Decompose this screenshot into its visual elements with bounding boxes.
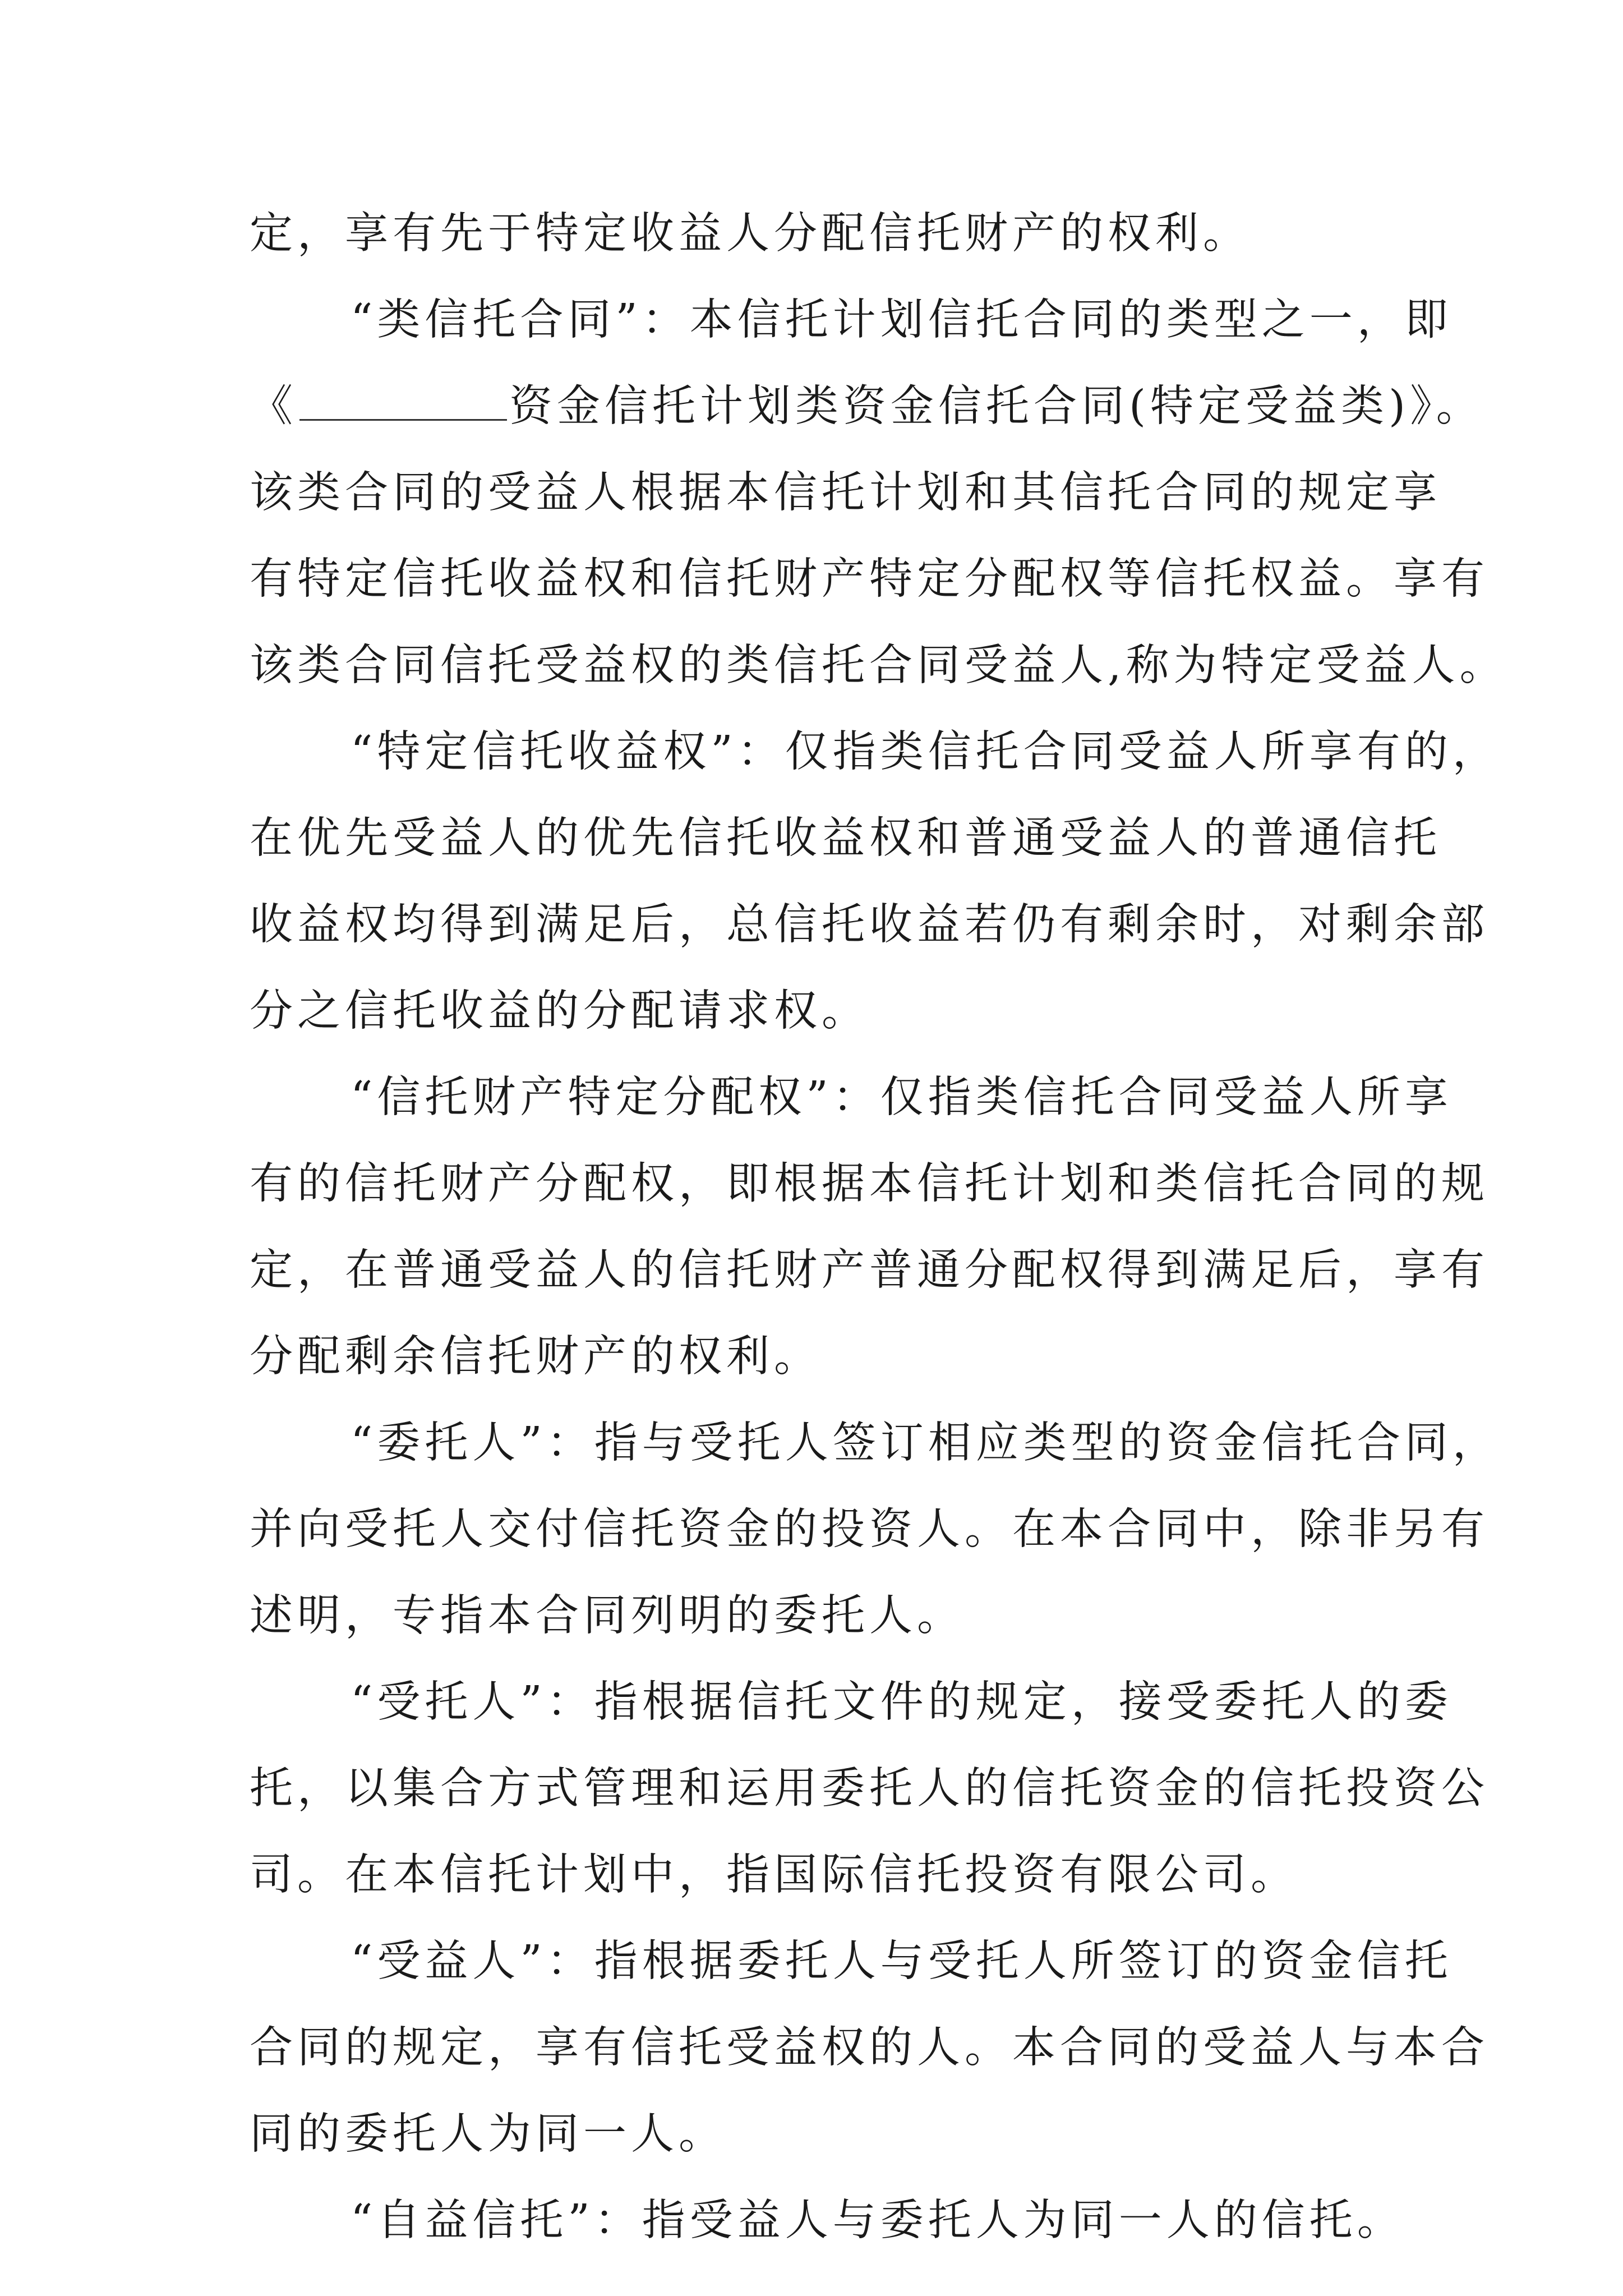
text-line: 在优先受益人的优先信托收益权和普通受益人的普通信托 [250,813,1441,863]
document-body [250,191,1507,2264]
text-line: 并向受托人交付信托资金的投资人。在本合同中，除非另有 [250,1504,1489,1554]
text-line: 有的信托财产分配权，即根据本信托计划和类信托合同的规 [250,1159,1489,1209]
text-line: 定，享有先于特定收益人分配信托财产的权利。 [250,209,1251,259]
text-line: “特定信托收益权”：仅指类信托合同受益人所享有的， [351,727,1500,777]
open-book-title-mark: 《 [250,381,297,431]
text-line: 分之信托收益的分配请求权。 [250,986,869,1036]
text-line: 该类合同信托受益权的类信托合同受益人,称为特定受益人。 [250,641,1507,691]
text-line: 定，在普通受益人的信托财产普通分配权得到满足后，享有 [250,1245,1489,1295]
text-line: “受益人”：指根据委托人与受托人所签订的资金信托 [351,1936,1453,1986]
text-line-continuation: 资金信托计划类资金信托合同(特定受益类)》。 [509,381,1484,431]
text-line: “受托人”：指根据信托文件的规定，接受委托人的委 [351,1677,1453,1727]
text-line: 分配剩余信托财产的权利。 [250,1332,822,1382]
text-line: 该类合同的受益人根据本信托计划和其信托合同的规定享 [250,468,1441,518]
text-line: 收益权均得到满足后，总信托收益若仍有剩余时，对剩余部 [250,900,1489,950]
text-line: “信托财产特定分配权”：仅指类信托合同受益人所享 [351,1073,1453,1122]
text-line: 同的委托人为同一人。 [250,2109,726,2159]
text-line: “委托人”：指与受托人签订相应类型的资金信托合同， [351,1418,1500,1468]
text-line [250,364,1484,450]
text-line: 述明，专指本合同列明的委托人。 [250,1591,965,1641]
text-line: “自益信托”：指受益人与委托人为同一人的信托。 [351,2196,1405,2246]
text-line: 有特定信托收益权和信托财产特定分配权等信托权益。享有 [250,554,1489,604]
fill-in-blank [299,385,507,421]
text-line: 司。在本信托计划中，指国际信托投资有限公司。 [250,1850,1298,1900]
text-line: 合同的规定，享有信托受益权的人。本合同的受益人与本合 [250,2023,1489,2073]
text-line: 托，以集合方式管理和运用委托人的信托资金的信托投资公 [250,1764,1489,1814]
text-line: “类信托合同”：本信托计划信托合同的类型之一，即 [351,295,1453,345]
